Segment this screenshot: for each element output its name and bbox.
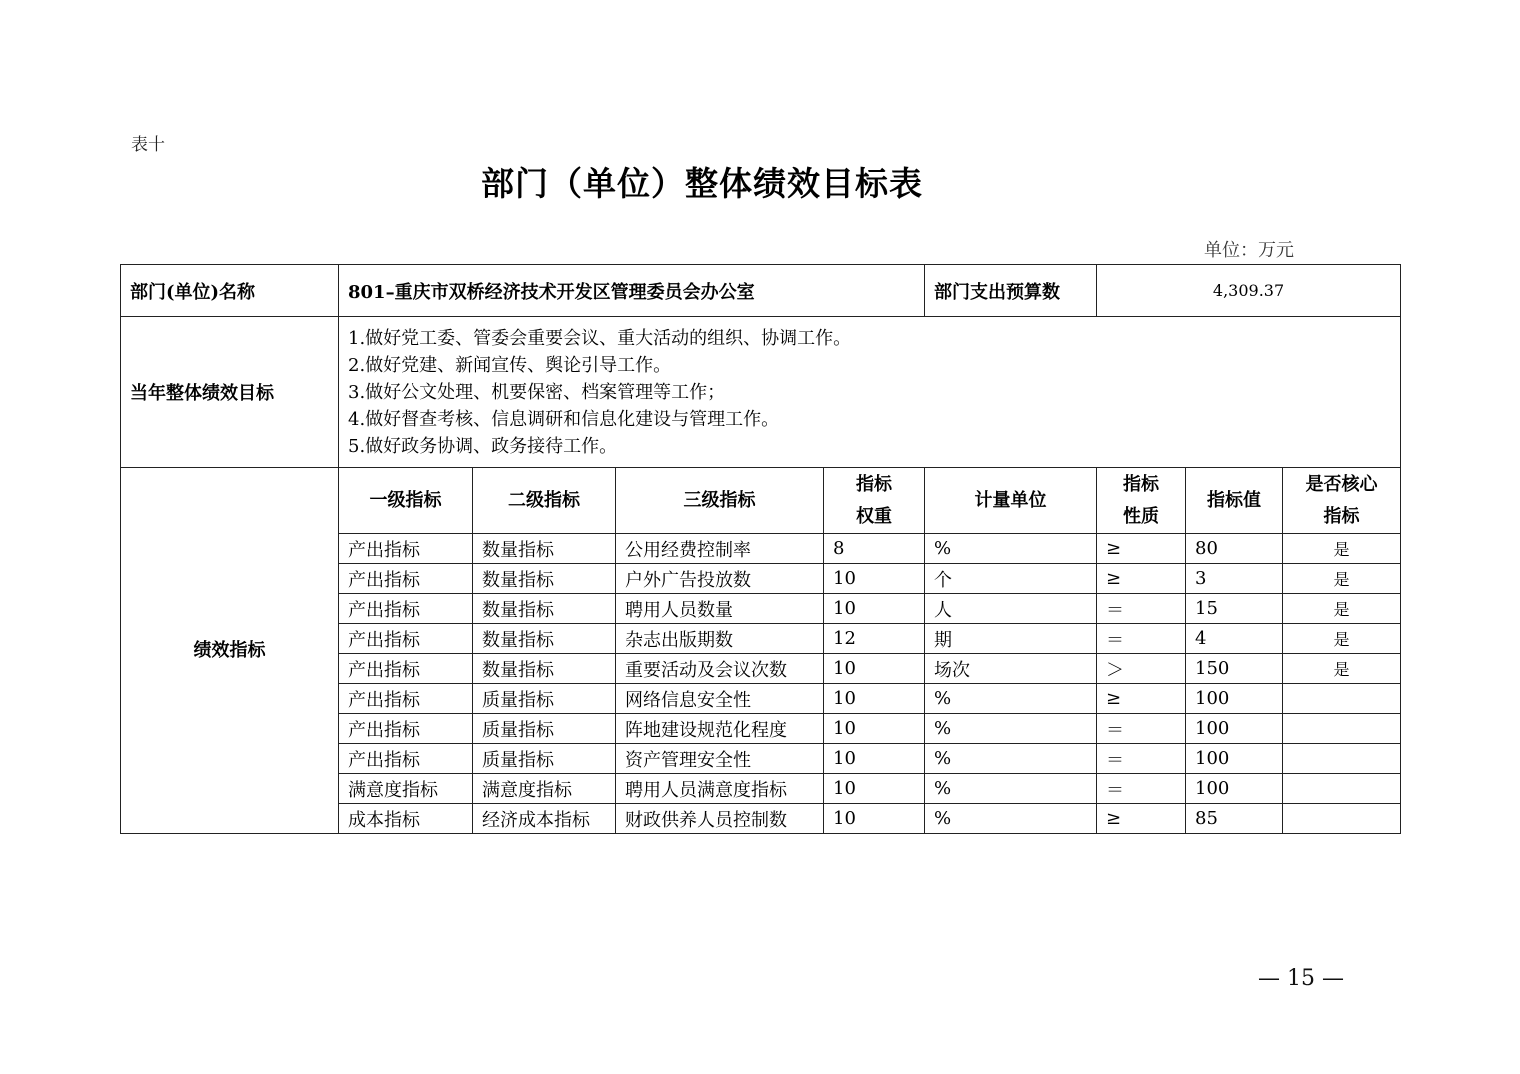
level2-cell: 质量指标 xyxy=(473,684,616,714)
level1-cell: 产出指标 xyxy=(339,624,473,654)
core-cell: 是 xyxy=(1283,534,1401,564)
nature-cell: ＝ xyxy=(1097,774,1186,804)
level2-cell: 经济成本指标 xyxy=(473,804,616,834)
indicators-label: 绩效指标 xyxy=(121,468,339,834)
nature-cell: ≥ xyxy=(1097,534,1186,564)
core-cell: 是 xyxy=(1283,624,1401,654)
nature-cell: ＞ xyxy=(1097,654,1186,684)
level3-cell: 阵地建设规范化程度 xyxy=(616,714,824,744)
weight-cell: 10 xyxy=(824,564,925,594)
weight-cell: 10 xyxy=(824,684,925,714)
weight-cell: 10 xyxy=(824,804,925,834)
level2-cell: 数量指标 xyxy=(473,594,616,624)
unit-cell: % xyxy=(925,774,1097,804)
performance-table xyxy=(120,264,1401,834)
level3-cell: 资产管理安全性 xyxy=(616,744,824,774)
level1-cell: 产出指标 xyxy=(339,564,473,594)
value-cell: 150 xyxy=(1186,654,1283,684)
nature-cell: ≥ xyxy=(1097,804,1186,834)
value-cell: 85 xyxy=(1186,804,1283,834)
level1-cell: 产出指标 xyxy=(339,714,473,744)
core-cell xyxy=(1283,684,1401,714)
goal-item: 2.做好党建、新闻宣传、舆论引导工作。 xyxy=(348,354,672,376)
goal-item: 3.做好公文处理、机要保密、档案管理等工作； xyxy=(348,381,726,403)
level2-cell: 数量指标 xyxy=(473,654,616,684)
value-cell: 100 xyxy=(1186,714,1283,744)
table-label: 表十 xyxy=(131,135,165,155)
header-level1: 一级指标 xyxy=(339,468,473,534)
goals-list xyxy=(339,317,1401,468)
nature-cell: ＝ xyxy=(1097,744,1186,774)
nature-cell: ＝ xyxy=(1097,594,1186,624)
level2-cell: 数量指标 xyxy=(473,564,616,594)
nature-cell: ≥ xyxy=(1097,564,1186,594)
value-cell: 100 xyxy=(1186,684,1283,714)
level1-cell: 产出指标 xyxy=(339,534,473,564)
level3-cell: 聘用人员满意度指标 xyxy=(616,774,824,804)
value-cell: 100 xyxy=(1186,774,1283,804)
core-cell: 是 xyxy=(1283,564,1401,594)
level3-cell: 重要活动及会议次数 xyxy=(616,654,824,684)
nature-cell: ＝ xyxy=(1097,624,1186,654)
level1-cell: 产出指标 xyxy=(339,654,473,684)
page-number: — 15 — xyxy=(1258,966,1344,991)
dept-name-label: 部门(单位)名称 xyxy=(121,265,339,317)
level2-cell: 满意度指标 xyxy=(473,774,616,804)
level2-cell: 数量指标 xyxy=(473,534,616,564)
goal-item: 5.做好政务协调、政务接待工作。 xyxy=(348,435,618,457)
nature-cell: ＝ xyxy=(1097,714,1186,744)
weight-cell: 10 xyxy=(824,654,925,684)
unit-cell: % xyxy=(925,684,1097,714)
header-weight-text: 指标 权重 xyxy=(856,473,892,527)
core-cell xyxy=(1283,714,1401,744)
level3-cell: 财政供养人员控制数 xyxy=(616,804,824,834)
weight-cell: 12 xyxy=(824,624,925,654)
core-cell: 是 xyxy=(1283,654,1401,684)
core-cell: 是 xyxy=(1283,594,1401,624)
nature-cell: ≥ xyxy=(1097,684,1186,714)
unit-cell: 人 xyxy=(925,594,1097,624)
level3-cell: 公用经费控制率 xyxy=(616,534,824,564)
budget-label: 部门支出预算数 xyxy=(925,265,1097,317)
value-cell: 100 xyxy=(1186,744,1283,774)
level1-cell: 满意度指标 xyxy=(339,774,473,804)
unit-cell: 场次 xyxy=(925,654,1097,684)
unit-cell: % xyxy=(925,534,1097,564)
level2-cell: 质量指标 xyxy=(473,744,616,774)
level3-cell: 杂志出版期数 xyxy=(616,624,824,654)
unit-note: 单位：万元 xyxy=(1204,240,1294,261)
core-cell xyxy=(1283,774,1401,804)
indicator-header-row xyxy=(121,468,1401,534)
goal-item: 1.做好党工委、管委会重要会议、重大活动的组织、协调工作。 xyxy=(348,327,852,349)
header-value: 指标值 xyxy=(1186,468,1283,534)
goal-item: 4.做好督查考核、信息调研和信息化建设与管理工作。 xyxy=(348,408,780,430)
weight-cell: 10 xyxy=(824,744,925,774)
unit-cell: % xyxy=(925,804,1097,834)
header-nature-text: 指标 性质 xyxy=(1123,473,1160,527)
value-cell: 4 xyxy=(1186,624,1283,654)
weight-cell: 10 xyxy=(824,594,925,624)
header-unit: 计量单位 xyxy=(925,468,1097,534)
level1-cell: 产出指标 xyxy=(339,684,473,714)
level1-cell: 产出指标 xyxy=(339,744,473,774)
header-core-text: 是否核心 指标 xyxy=(1305,473,1378,527)
value-cell: 3 xyxy=(1186,564,1283,594)
value-cell: 80 xyxy=(1186,534,1283,564)
unit-cell: % xyxy=(925,714,1097,744)
header-level3: 三级指标 xyxy=(616,468,824,534)
header-level2: 二级指标 xyxy=(473,468,616,534)
level3-cell: 网络信息安全性 xyxy=(616,684,824,714)
level1-cell: 产出指标 xyxy=(339,594,473,624)
value-cell: 15 xyxy=(1186,594,1283,624)
weight-cell: 10 xyxy=(824,774,925,804)
page-title: 部门（单位）整体绩效目标表 xyxy=(481,164,923,203)
weight-cell: 10 xyxy=(824,714,925,744)
level2-cell: 数量指标 xyxy=(473,624,616,654)
goals-row xyxy=(121,317,1401,468)
dept-row xyxy=(121,265,1401,317)
core-cell xyxy=(1283,804,1401,834)
core-cell xyxy=(1283,744,1401,774)
budget-value: 4,309.37 xyxy=(1097,265,1401,317)
goals-label: 当年整体绩效目标 xyxy=(121,317,339,468)
weight-cell: 8 xyxy=(824,534,925,564)
level2-cell: 质量指标 xyxy=(473,714,616,744)
header-weight xyxy=(824,468,925,534)
unit-cell: 期 xyxy=(925,624,1097,654)
header-core xyxy=(1283,468,1401,534)
unit-cell: 个 xyxy=(925,564,1097,594)
unit-cell: % xyxy=(925,744,1097,774)
dept-name-value: 801–重庆市双桥经济技术开发区管理委员会办公室 xyxy=(339,265,925,317)
header-nature xyxy=(1097,468,1186,534)
level3-cell: 聘用人员数量 xyxy=(616,594,824,624)
level3-cell: 户外广告投放数 xyxy=(616,564,824,594)
level1-cell: 成本指标 xyxy=(339,804,473,834)
